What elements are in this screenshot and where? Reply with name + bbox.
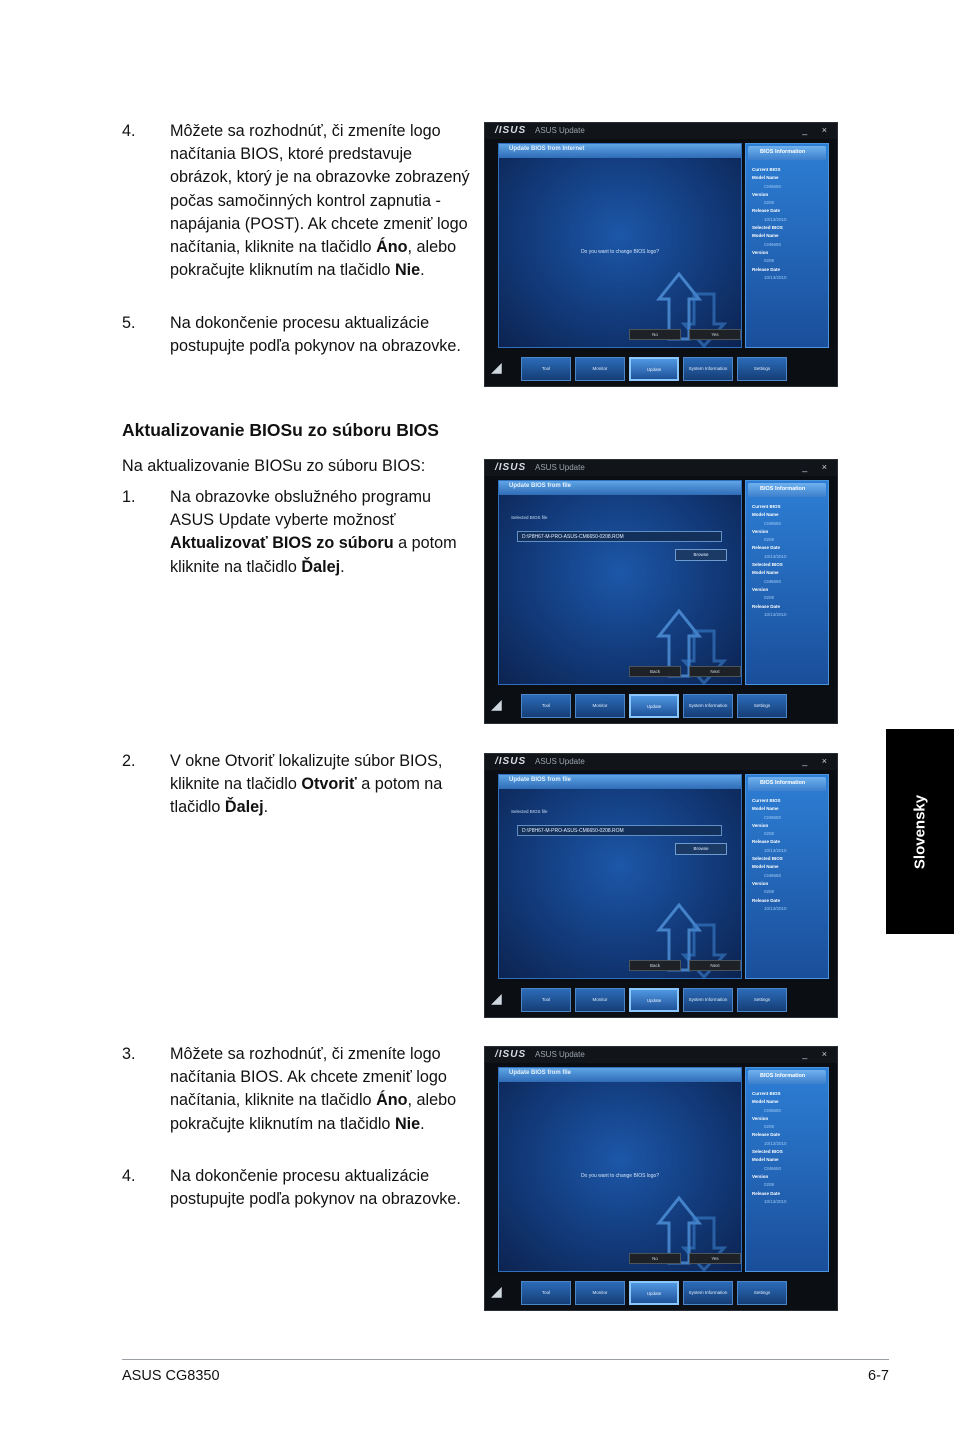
nav-monitor[interactable]: Monitor: [575, 357, 625, 381]
step-text: Na obrazovke obslužného programu ASUS Update vyberte možnosť Aktualizovať BIOS zo súboru a potom kliknite na tlačidlo Ďalej.: [170, 488, 457, 576]
bios-info-panel: [745, 774, 829, 979]
nav-update[interactable]: Update: [629, 357, 679, 381]
nav-update[interactable]: Update: [629, 1281, 679, 1305]
nav-settings[interactable]: Settings: [737, 988, 787, 1012]
window-titlebar: [485, 754, 837, 770]
back-button[interactable]: Back: [629, 960, 681, 971]
yes-button[interactable]: Yes: [689, 329, 741, 340]
next-button[interactable]: Next: [689, 960, 741, 971]
nav-tool[interactable]: Tool: [521, 988, 571, 1012]
page-number: 6-7: [868, 1368, 889, 1384]
nav-update[interactable]: Update: [629, 694, 679, 718]
bottom-nav: [485, 982, 837, 1017]
file-label: Selected BIOS file: [511, 515, 548, 520]
main-panel: [498, 1067, 742, 1272]
screenshot-file-selected: [484, 753, 838, 1018]
asus-nav-logo-icon: ◢: [491, 696, 502, 712]
nav-tool[interactable]: Tool: [521, 357, 571, 381]
asus-nav-logo-icon: ◢: [491, 1283, 502, 1299]
file-path-field[interactable]: D:\P8H67-M-PRO-ASUS-CM6650-0208.ROM: [517, 825, 722, 836]
section-heading: Aktualizovanie BIOSu zo súboru BIOS: [122, 420, 439, 440]
app-title: ASUS Update: [535, 126, 585, 135]
bios-info-list: Current BIOS Model Name CM6650 Version 0208 Release Date 10/13/2010 Selected BIOS Model Name CM6650 Version 0208 Release Date 10/13/2010: [752, 504, 787, 617]
yes-button[interactable]: Yes: [689, 1253, 741, 1264]
screenshot-update-from-file: [484, 459, 838, 724]
nav-system-information[interactable]: System Information: [683, 988, 733, 1012]
step-text: Môžete sa rozhodnúť, či zmeníte logo načítania BIOS. Ak chcete zmeniť logo načítania, kliknite na tlačidlo Áno, alebo pokračujte kliknutím na tlačidlo Nie.: [170, 1045, 457, 1133]
asus-logo: /ISUS: [495, 125, 527, 136]
step-1-select-file: [122, 486, 472, 579]
window-controls[interactable]: _ ×: [802, 462, 833, 472]
bios-info-panel: [745, 1067, 829, 1272]
nav-system-information[interactable]: System Information: [683, 694, 733, 718]
step-text: Na dokončenie procesu aktualizácie postupujte podľa pokynov na obrazovke.: [170, 314, 461, 356]
side-title: BIOS Information: [760, 1073, 806, 1079]
bios-info-list: Current BIOS Model Name CM6650 Version 0208 Release Date 10/13/2010 Selected BIOS Model Name CM6650 Version 0208 Release Date 10/13/2010: [752, 1091, 787, 1204]
browse-button[interactable]: Browse: [675, 843, 727, 855]
side-title: BIOS Information: [760, 780, 806, 786]
side-header: [748, 777, 826, 791]
window-controls[interactable]: _ ×: [802, 756, 833, 766]
asus-logo: /ISUS: [495, 462, 527, 473]
bottom-nav: [485, 688, 837, 723]
panel-header: [499, 481, 741, 495]
nav-settings[interactable]: Settings: [737, 694, 787, 718]
window-titlebar: [485, 123, 837, 139]
nav-monitor[interactable]: Monitor: [575, 988, 625, 1012]
bios-info-panel: [745, 143, 829, 348]
wizard-buttons: [629, 666, 749, 678]
panel-header: [499, 1068, 741, 1082]
panel-title: Update BIOS from file: [509, 777, 572, 783]
logo-prompt: Do you want to change BIOS logo?: [580, 249, 660, 255]
footer-divider: [122, 1359, 889, 1360]
app-title: ASUS Update: [535, 463, 585, 472]
window-titlebar: [485, 460, 837, 476]
nav-settings[interactable]: Settings: [737, 1281, 787, 1305]
prompt-buttons: [629, 329, 749, 341]
main-panel: [498, 774, 742, 979]
screenshot-change-logo-file: [484, 1046, 838, 1311]
footer-model: ASUS CG8350: [122, 1368, 220, 1384]
step-number: 4.: [122, 122, 136, 140]
nav-system-information[interactable]: System Information: [683, 357, 733, 381]
nav-monitor[interactable]: Monitor: [575, 694, 625, 718]
panel-title: Update BIOS from file: [509, 483, 572, 489]
step-2-open-file: [122, 750, 472, 820]
step-number: 3.: [122, 1045, 136, 1063]
nav-tool[interactable]: Tool: [521, 1281, 571, 1305]
prompt-buttons: [629, 1253, 749, 1265]
nav-tool[interactable]: Tool: [521, 694, 571, 718]
window-titlebar: [485, 1047, 837, 1063]
panel-header: [499, 775, 741, 789]
side-title: BIOS Information: [760, 149, 806, 155]
main-panel: [498, 143, 742, 348]
bottom-nav: [485, 1275, 837, 1310]
language-side-tab: [886, 729, 954, 934]
section-intro: Na aktualizovanie BIOSu zo súboru BIOS:: [122, 457, 426, 475]
asus-logo: /ISUS: [495, 1049, 527, 1060]
no-button[interactable]: No: [629, 1253, 681, 1264]
window-controls[interactable]: _ ×: [802, 125, 833, 135]
bios-info-panel: [745, 480, 829, 685]
step-number: 5.: [122, 314, 136, 332]
screenshot-change-logo-internet: [484, 122, 838, 387]
asus-nav-logo-icon: ◢: [491, 359, 502, 375]
step-4-logo-choice: [122, 120, 472, 282]
no-button[interactable]: No: [629, 329, 681, 340]
bios-info-list: Current BIOS Model Name CM6650 Version 0208 Release Date 10/13/2010 Selected BIOS Model Name CM6650 Version 0208 Release Date 10/13/2010: [752, 167, 787, 280]
step-number: 1.: [122, 488, 136, 506]
bios-info-list: Current BIOS Model Name CM6650 Version 0208 Release Date 10/13/2010 Selected BIOS Model Name CM6650 Version 0208 Release Date 10/13/2010: [752, 798, 787, 911]
side-header: [748, 146, 826, 160]
logo-prompt: Do you want to change BIOS logo?: [580, 1173, 660, 1179]
window-controls[interactable]: _ ×: [802, 1049, 833, 1059]
asus-logo: /ISUS: [495, 756, 527, 767]
step-number: 2.: [122, 752, 136, 770]
language-label: Slovensky: [911, 794, 929, 869]
panel-header: [499, 144, 741, 158]
side-header: [748, 483, 826, 497]
asus-nav-logo-icon: ◢: [491, 990, 502, 1006]
nav-update[interactable]: Update: [629, 988, 679, 1012]
nav-monitor[interactable]: Monitor: [575, 1281, 625, 1305]
step-4-finish: [122, 1165, 472, 1211]
next-button[interactable]: Next: [689, 666, 741, 677]
bottom-nav: [485, 351, 837, 386]
step-text: Na dokončenie procesu aktualizácie postupujte podľa pokynov na obrazovke.: [170, 1167, 461, 1209]
wizard-buttons: [629, 960, 749, 972]
step-5-finish: [122, 312, 472, 358]
step-3-logo-choice: [122, 1043, 472, 1136]
nav-settings[interactable]: Settings: [737, 357, 787, 381]
side-title: BIOS Information: [760, 486, 806, 492]
nav-system-information[interactable]: System Information: [683, 1281, 733, 1305]
back-button[interactable]: Back: [629, 666, 681, 677]
file-path-field[interactable]: D:\P8H67-M-PRO-ASUS-CM6650-0208.ROM: [517, 531, 722, 542]
browse-button[interactable]: Browse: [675, 549, 727, 561]
app-title: ASUS Update: [535, 757, 585, 766]
step-text: Môžete sa rozhodnúť, či zmeníte logo načítania BIOS, ktoré predstavuje obrázok, ktorý je na obrazovke zobrazený počas samočinných kontrol zapnutia -napájania (POST). Ak chcete zmeniť logo načítania, kliknite na tlačidlo Áno, alebo pokračujte kliknutím na tlačidlo Nie.: [170, 122, 470, 280]
panel-title: Update BIOS from file: [509, 1070, 572, 1076]
side-header: [748, 1070, 826, 1084]
step-text: V okne Otvoriť lokalizujte súbor BIOS, kliknite na tlačidlo Otvoriť a potom na tlačidlo Ďalej.: [170, 752, 443, 817]
app-title: ASUS Update: [535, 1050, 585, 1059]
step-number: 4.: [122, 1167, 136, 1185]
main-panel: [498, 480, 742, 685]
file-label: Selected BIOS file: [511, 809, 548, 814]
panel-title: Update BIOS from Internet: [509, 146, 585, 152]
